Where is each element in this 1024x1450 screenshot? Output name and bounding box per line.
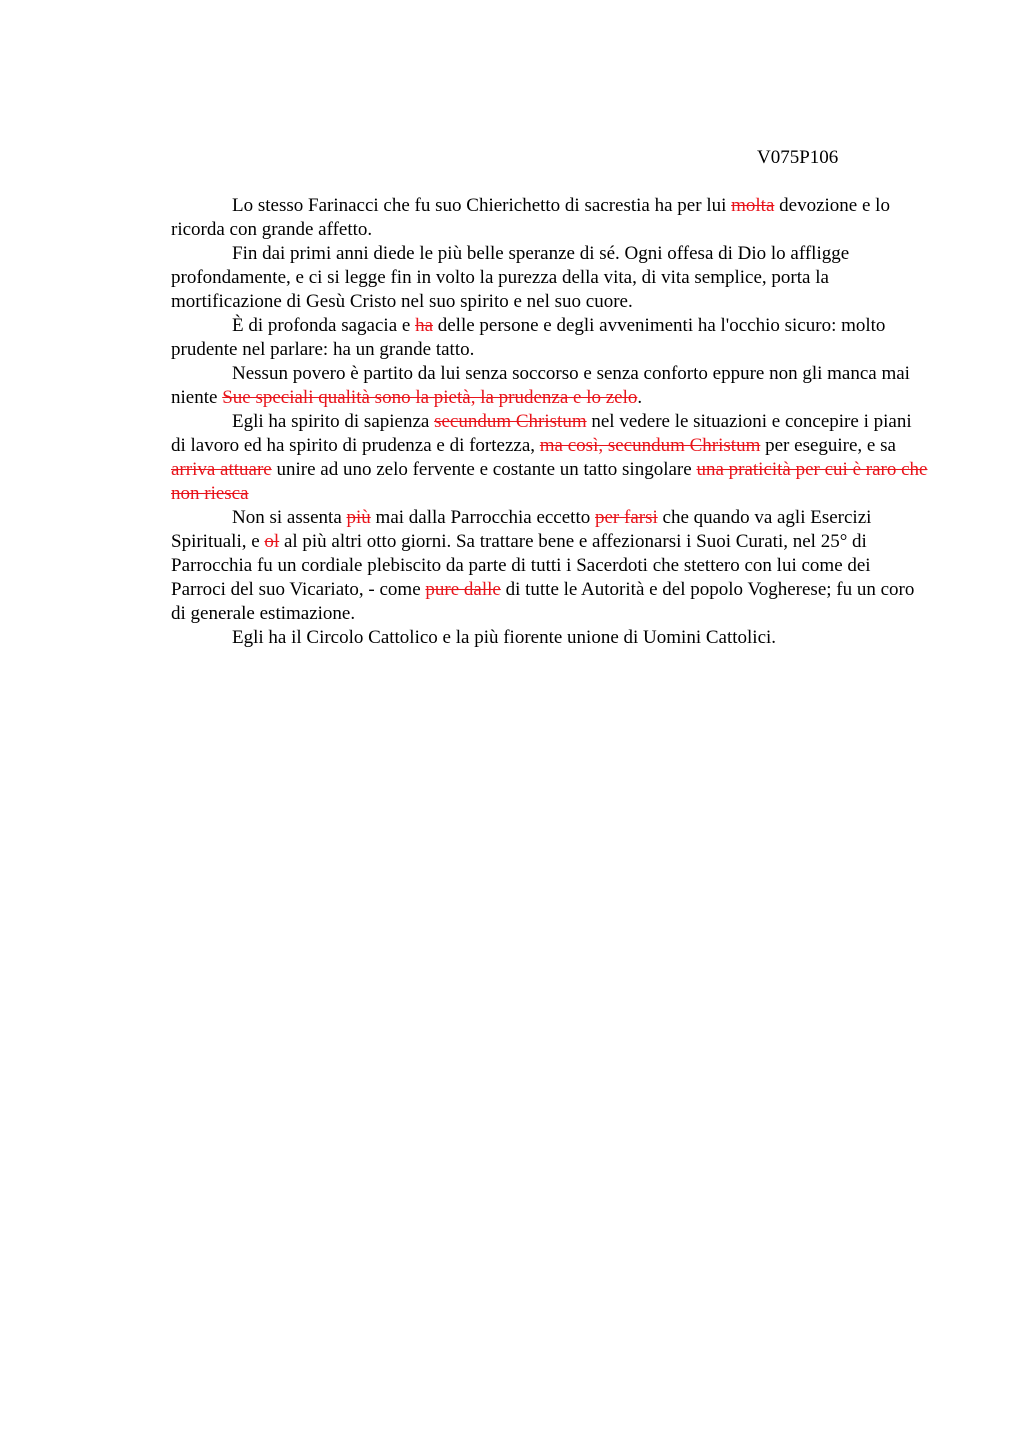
deleted-text: più xyxy=(346,507,371,528)
text-run: per eseguire, e sa xyxy=(760,435,896,456)
paragraph-4 xyxy=(171,362,929,410)
text-run: nel vedere le situazioni e concepire i piani di lavoro ed ha spirito di prudenza e di fortezza, xyxy=(171,411,912,456)
deleted-text: per farsi xyxy=(594,507,658,528)
text-run: di tutte le Autorità e del popolo Vogherese; fu un coro di generale estimazione. xyxy=(171,579,915,624)
text-run: Lo stesso Farinacci che fu suo Chierichetto di sacrestia ha per lui xyxy=(232,195,732,216)
paragraph-5 xyxy=(171,410,929,506)
deleted-text: ma così, secundum Christum xyxy=(539,435,761,456)
text-run: Nessun povero è partito da lui senza soccorso e senza conforto eppure non gli manca mai niente xyxy=(171,363,910,408)
deleted-text: secundum Christum xyxy=(434,411,587,432)
deleted-text: molta xyxy=(731,195,775,216)
text-run: Egli ha spirito di sapienza xyxy=(232,411,435,432)
text-run: delle persone e degli avvenimenti ha l'occhio sicuro: molto prudente nel parlare: ha un grande tatto. xyxy=(171,315,886,360)
deleted-text: una praticità per cui è raro che non riesca xyxy=(171,459,928,504)
text-run: . xyxy=(637,387,643,408)
deleted-text: pure dalle xyxy=(425,579,501,600)
paragraph-3 xyxy=(171,314,929,362)
text-run: Egli ha il Circolo Cattolico e la più fiorente unione di Uomini Cattolici. xyxy=(232,627,777,648)
deleted-text: ol xyxy=(264,531,280,552)
text-run: al più altri otto giorni. Sa trattare bene e affezionarsi i Suoi Curati, nel 25° di Parrocchia fu un cordiale plebiscito da parte di tutti i Sacerdoti che stettero con lui come dei Parroci del suo Vicariato, - come xyxy=(171,531,871,600)
text-run: È di profonda sagacia e xyxy=(232,315,416,336)
paragraph-2 xyxy=(171,242,929,314)
text-run: mai dalla Parrocchia eccetto xyxy=(370,507,595,528)
page-identifier: V075P106 xyxy=(757,147,839,168)
text-run: Fin dai primi anni diede le più belle speranze di sé. Ogni offesa di Dio lo affligge profondamente, e ci si legge fin in volto la purezza della vita, di vita semplice, porta la mortificazione di Gesù Cristo nel suo spirito e nel suo cuore. xyxy=(171,243,850,312)
paragraph-6 xyxy=(171,506,929,626)
paragraph-7 xyxy=(171,626,929,650)
deleted-text: ha xyxy=(415,315,433,336)
deleted-text: arriva attuare xyxy=(171,459,272,480)
text-run: devozione e lo ricorda con grande affetto. xyxy=(171,195,890,240)
text-run: Non si assenta xyxy=(232,507,347,528)
text-run: unire ad uno zelo fervente e costante un tatto singolare xyxy=(271,459,697,480)
text-run: che quando va agli Esercizi Spirituali, e xyxy=(171,507,872,552)
document-body xyxy=(171,194,929,650)
deleted-text: Sue speciali qualità sono la pietà, la prudenza e lo zelo xyxy=(222,387,638,408)
paragraph-1 xyxy=(171,194,929,242)
